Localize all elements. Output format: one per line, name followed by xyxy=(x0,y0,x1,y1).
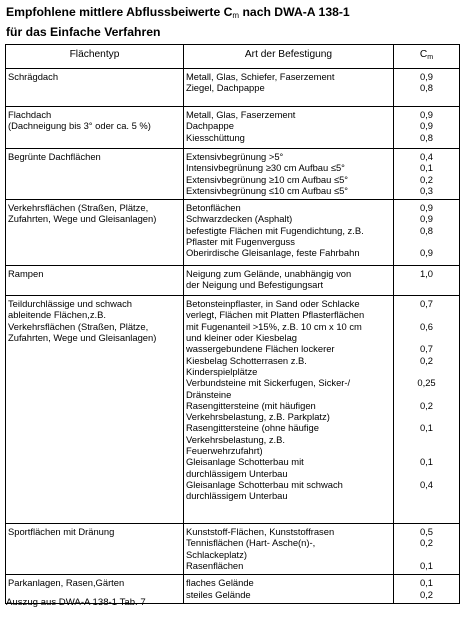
cell-cm-value-line: 0,1 xyxy=(419,422,434,434)
table-row xyxy=(6,69,460,107)
cell-cm-value-line: 0,9 xyxy=(419,109,434,120)
cell-flaechentyp xyxy=(6,69,184,107)
cell-cm-value-line xyxy=(394,309,459,320)
cell-befestigung-line: Schwarzdecken (Asphalt) xyxy=(186,213,293,225)
title-line-2: für das Einfache Verfahren xyxy=(6,25,161,39)
cell-flaechentyp-line: Zufahrten, Wege und Gleisanlagen) xyxy=(8,213,157,225)
cell-befestigung-line: flaches Gelände xyxy=(186,577,254,589)
cell-cm-value-line: 0,9 xyxy=(419,213,434,225)
cell-befestigung xyxy=(184,524,394,575)
cell-cm-value-line xyxy=(394,389,459,400)
cell-cm-value xyxy=(394,266,460,296)
cell-flaechentyp-line: Flachdach xyxy=(8,109,52,120)
cell-befestigung-line: Metall, Glas, Schiefer, Faserzement xyxy=(186,71,335,82)
cell-befestigung-line: Extensivbegrünung ≤10 cm Aufbau ≤5° xyxy=(186,184,349,196)
cell-befestigung-line: befestigte Flächen mit Fugendichtung, z.B. xyxy=(186,224,364,236)
cell-befestigung-line: Metall, Glas, Faserzement xyxy=(186,109,296,120)
cell-cm-value xyxy=(394,69,460,107)
cell-befestigung-line: Kiesbelag Schotterrasen z.B. xyxy=(186,354,307,366)
cell-cm-value-line: 0,1 xyxy=(419,577,434,589)
header-flaechentyp: Flächentyp xyxy=(6,45,184,69)
cell-befestigung-line: Gleisanlage Schotterbau mit schwach xyxy=(186,478,343,490)
cell-cm-value-line xyxy=(394,445,459,456)
cell-cm-value-line: 0,7 xyxy=(419,298,434,310)
cell-flaechentyp xyxy=(6,107,184,149)
cell-cm-value-line: 0,9 xyxy=(419,71,434,82)
header-cm-main: C xyxy=(419,49,428,60)
cell-befestigung-line: Intensivbegrünung ≥30 cm Aufbau ≤5° xyxy=(186,162,345,174)
cell-befestigung-line: Kunststoff-Flächen, Kunststoffrasen xyxy=(186,526,335,538)
cell-befestigung-line: Schlackeplatz) xyxy=(186,548,247,560)
cell-flaechentyp-line: Teildurchlässige und schwach xyxy=(8,298,133,310)
table-row xyxy=(6,107,460,149)
table-row xyxy=(6,266,460,296)
cell-cm-value xyxy=(394,200,460,266)
table-row xyxy=(6,524,460,575)
cell-befestigung-line: Oberirdische Gleisanlage, feste Fahrbahn xyxy=(186,247,360,259)
title-line-1 xyxy=(6,4,456,24)
cell-befestigung-line: Kiesschüttung xyxy=(186,131,245,143)
cell-cm-value-line: 0,4 xyxy=(419,478,434,490)
cell-befestigung-line: steiles Gelände xyxy=(186,588,251,600)
table-row xyxy=(6,149,460,200)
cell-flaechentyp-line: Parkanlagen, Rasen,Gärten xyxy=(8,577,125,589)
cell-befestigung-line: Verkehrsbelastung, z.B. Parkplatz) xyxy=(186,411,330,423)
header-cm xyxy=(394,45,460,69)
cell-cm-value-line: 0,2 xyxy=(419,173,434,185)
table-row xyxy=(6,296,460,524)
cell-cm-value-line: 0,2 xyxy=(419,399,434,411)
cell-cm-value-line xyxy=(394,490,459,501)
title-subscript: m xyxy=(232,11,240,20)
cell-befestigung-line: Kinderspielplätze xyxy=(186,365,258,377)
cell-flaechentyp-line: Rampen xyxy=(8,268,44,280)
cell-befestigung xyxy=(184,200,394,266)
cell-flaechentyp-line: Zufahrten, Wege und Gleisanlagen) xyxy=(8,332,157,344)
cell-flaechentyp-line: (Dachneigung bis 3° oder ca. 5 %) xyxy=(8,120,151,132)
cell-befestigung xyxy=(184,149,394,200)
cell-befestigung-line: Pflaster mit Fugenverguss xyxy=(186,236,295,248)
cell-cm-value-line: 0,5 xyxy=(419,526,434,538)
cell-cm-value-line xyxy=(394,366,459,377)
cell-cm-value-line xyxy=(394,549,459,560)
cell-flaechentyp xyxy=(6,200,184,266)
table-header-row xyxy=(6,45,460,69)
cell-befestigung-line: mit Fugenanteil >15%, z.B. 10 cm x 10 cm xyxy=(186,320,362,332)
cell-cm-value-line: 0,2 xyxy=(419,354,434,366)
cell-cm-value-line: 0,25 xyxy=(417,377,436,389)
cell-befestigung-line: und kleiner oder Kiesbelag xyxy=(186,332,298,344)
cell-cm-value xyxy=(394,296,460,524)
cell-cm-value-line xyxy=(394,468,459,479)
cell-cm-value-line: 0,9 xyxy=(419,120,434,132)
cell-cm-value-line: 0,1 xyxy=(419,456,434,468)
cell-cm-value xyxy=(394,149,460,200)
cell-befestigung-line: Verkehrsbelastung, z.B. xyxy=(186,433,286,445)
cell-flaechentyp-line: Verkehrsflächen (Straßen, Plätze, xyxy=(8,320,149,332)
cell-cm-value-line xyxy=(394,434,459,445)
cell-cm-value-line: 0,2 xyxy=(419,588,434,600)
cell-cm-value xyxy=(394,524,460,575)
cell-cm-value xyxy=(394,107,460,149)
cell-flaechentyp xyxy=(6,524,184,575)
cell-befestigung-line: Dränsteine xyxy=(186,388,232,400)
cell-befestigung-line: Rasenflächen xyxy=(186,560,244,572)
table-row xyxy=(6,200,460,266)
cell-cm-value-line: 0,7 xyxy=(419,343,434,355)
title-suffix: nach DWA-A 138-1 xyxy=(239,5,350,19)
source-note: Auszug aus DWA-A 138-1 Tab. 7 xyxy=(6,597,146,608)
cell-befestigung-line: Betonsteinpflaster, in Sand oder Schlacke xyxy=(186,298,360,310)
cell-befestigung-line: Gleisanlage Schotterbau mit xyxy=(186,456,304,468)
cell-cm-value-line: 0,9 xyxy=(419,202,434,214)
cell-befestigung-line: Rasengittersteine (ohne häufige xyxy=(186,422,319,434)
cell-cm-value-line: 0,1 xyxy=(419,162,434,174)
cell-cm-value-line: 0,2 xyxy=(419,537,434,549)
runoff-coefficient-table xyxy=(5,44,460,604)
cell-cm-value-line: 0,8 xyxy=(419,224,434,236)
cell-cm-value xyxy=(394,575,460,604)
cell-befestigung xyxy=(184,69,394,107)
cell-befestigung-line: durchlässigem Unterbau xyxy=(186,467,288,479)
cell-befestigung-line: Ziegel, Dachpappe xyxy=(186,82,265,94)
cell-befestigung-line: Betonflächen xyxy=(186,202,241,214)
cell-befestigung xyxy=(184,266,394,296)
cell-befestigung xyxy=(184,296,394,524)
cell-befestigung-line: Extensivbegrünung ≥10 cm Aufbau ≤5° xyxy=(186,173,349,185)
cell-cm-value-line: 0,4 xyxy=(419,151,434,162)
cell-flaechentyp-line: Begrünte Dachflächen xyxy=(8,151,101,162)
cell-cm-value-line: 1,0 xyxy=(419,268,434,280)
cell-befestigung-line: verlegt, Flächen mit Platten Pflasterflächen xyxy=(186,309,365,321)
cell-cm-value-line: 0,9 xyxy=(419,247,434,259)
title-prefix: Empfohlene mittlere Abflussbeiwerte C xyxy=(6,5,233,19)
cell-flaechentyp-line: ableitende Flächen,z.B. xyxy=(8,309,106,321)
cell-befestigung-line: Rasengittersteine (mit häufigen xyxy=(186,399,316,411)
cell-cm-value-line xyxy=(394,411,459,422)
cell-flaechentyp xyxy=(6,296,184,524)
cell-flaechentyp xyxy=(6,266,184,296)
cell-befestigung-line: wassergebundene Flächen lockerer xyxy=(186,343,335,355)
cell-cm-value-line: 0,3 xyxy=(419,184,434,196)
cell-befestigung-line: Neigung zum Gelände, unabhängig von xyxy=(186,268,352,280)
cell-flaechentyp-line: Sportflächen mit Dränung xyxy=(8,526,115,538)
cell-befestigung-line: durchlässigem Unterbau xyxy=(186,490,288,502)
cell-befestigung xyxy=(184,575,394,604)
cell-befestigung-line: der Neigung und Befestigungsart xyxy=(186,279,324,291)
cell-cm-value-line xyxy=(394,332,459,343)
document-title xyxy=(6,4,456,40)
cell-befestigung-line: Verbundsteine mit Sickerfugen, Sicker-/ xyxy=(186,377,351,389)
cell-cm-value-line xyxy=(394,236,459,247)
cell-befestigung-line: Tennisflächen (Hart- Asche(n)-, xyxy=(186,537,316,549)
cell-befestigung-line: Extensivbegrünung >5° xyxy=(186,151,284,162)
cell-flaechentyp xyxy=(6,149,184,200)
cell-cm-value-line: 0,1 xyxy=(419,560,434,572)
cell-cm-value-line: 0,8 xyxy=(419,82,434,94)
cell-flaechentyp-line: Verkehrsflächen (Straßen, Plätze, xyxy=(8,202,149,214)
header-art-der-befestigung: Art der Befestigung xyxy=(184,45,394,69)
cell-cm-value-line: 0,8 xyxy=(419,131,434,143)
cell-befestigung xyxy=(184,107,394,149)
header-cm-sub: m xyxy=(427,54,434,61)
cell-befestigung-line: Dachpappe xyxy=(186,120,234,132)
cell-cm-value-line: 0,6 xyxy=(419,320,434,332)
cell-flaechentyp-line: Schrägdach xyxy=(8,71,59,82)
cell-befestigung-line: Feuerwehrzufahrt) xyxy=(186,445,263,457)
